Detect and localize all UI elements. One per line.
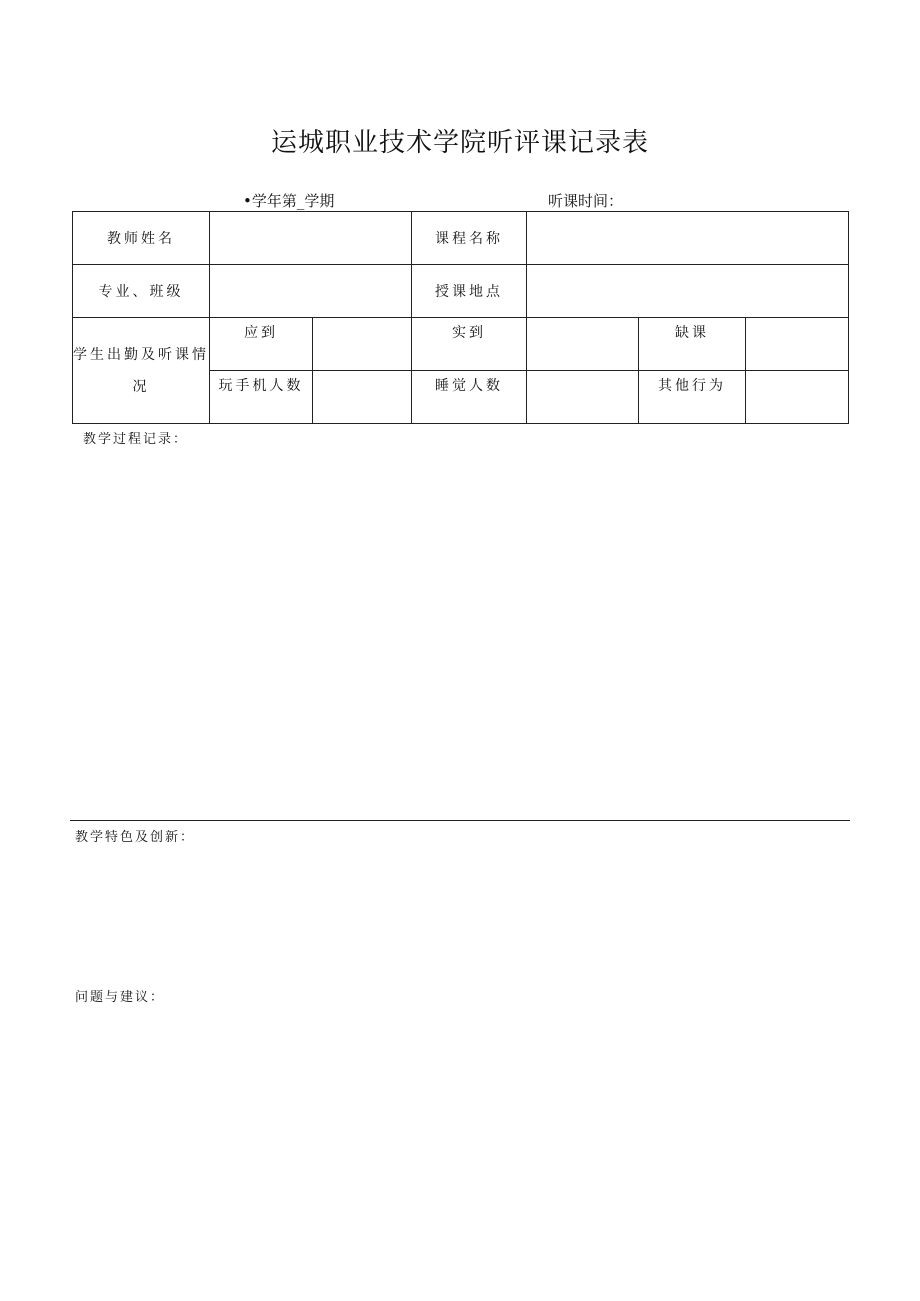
actual-label: 实到 bbox=[412, 318, 527, 371]
actual-field[interactable] bbox=[527, 318, 639, 371]
teaching-features-area[interactable] bbox=[75, 846, 848, 976]
observation-form-table bbox=[72, 211, 849, 424]
attendance-label: 学生出勤及听课情况 bbox=[73, 318, 210, 424]
section-divider bbox=[70, 820, 850, 821]
expected-label: 应到 bbox=[210, 318, 313, 371]
other-behavior-label: 其他行为 bbox=[639, 371, 746, 424]
location-field[interactable] bbox=[527, 265, 849, 318]
observation-time-label: 听课时间： bbox=[548, 192, 624, 210]
phone-count-label: 玩手机人数 bbox=[210, 371, 313, 424]
problems-suggestions-area[interactable] bbox=[75, 1006, 848, 1256]
absent-label: 缺课 bbox=[639, 318, 746, 371]
major-class-label: 专业、班级 bbox=[73, 265, 210, 318]
teacher-name-field[interactable] bbox=[210, 212, 412, 265]
expected-field[interactable] bbox=[313, 318, 412, 371]
teaching-features-label: 教学特色及创新： bbox=[75, 830, 196, 845]
major-class-field[interactable] bbox=[210, 265, 412, 318]
phone-count-field[interactable] bbox=[313, 371, 412, 424]
other-behavior-field[interactable] bbox=[746, 371, 849, 424]
sleep-count-label: 睡觉人数 bbox=[412, 371, 527, 424]
teaching-process-label: 教学过程记录： bbox=[83, 432, 189, 447]
teacher-name-label: 教师姓名 bbox=[73, 212, 210, 265]
term-line: •学年第_学期 bbox=[243, 192, 335, 210]
teaching-process-area[interactable] bbox=[83, 446, 848, 812]
problems-suggestions-label: 问题与建议： bbox=[75, 990, 166, 1005]
absent-field[interactable] bbox=[746, 318, 849, 371]
page-title: 运城职业技术学院听评课记录表 bbox=[270, 128, 649, 158]
sleep-count-field[interactable] bbox=[527, 371, 639, 424]
location-label: 授课地点 bbox=[412, 265, 527, 318]
course-name-field[interactable] bbox=[527, 212, 849, 265]
course-name-label: 课程名称 bbox=[412, 212, 527, 265]
